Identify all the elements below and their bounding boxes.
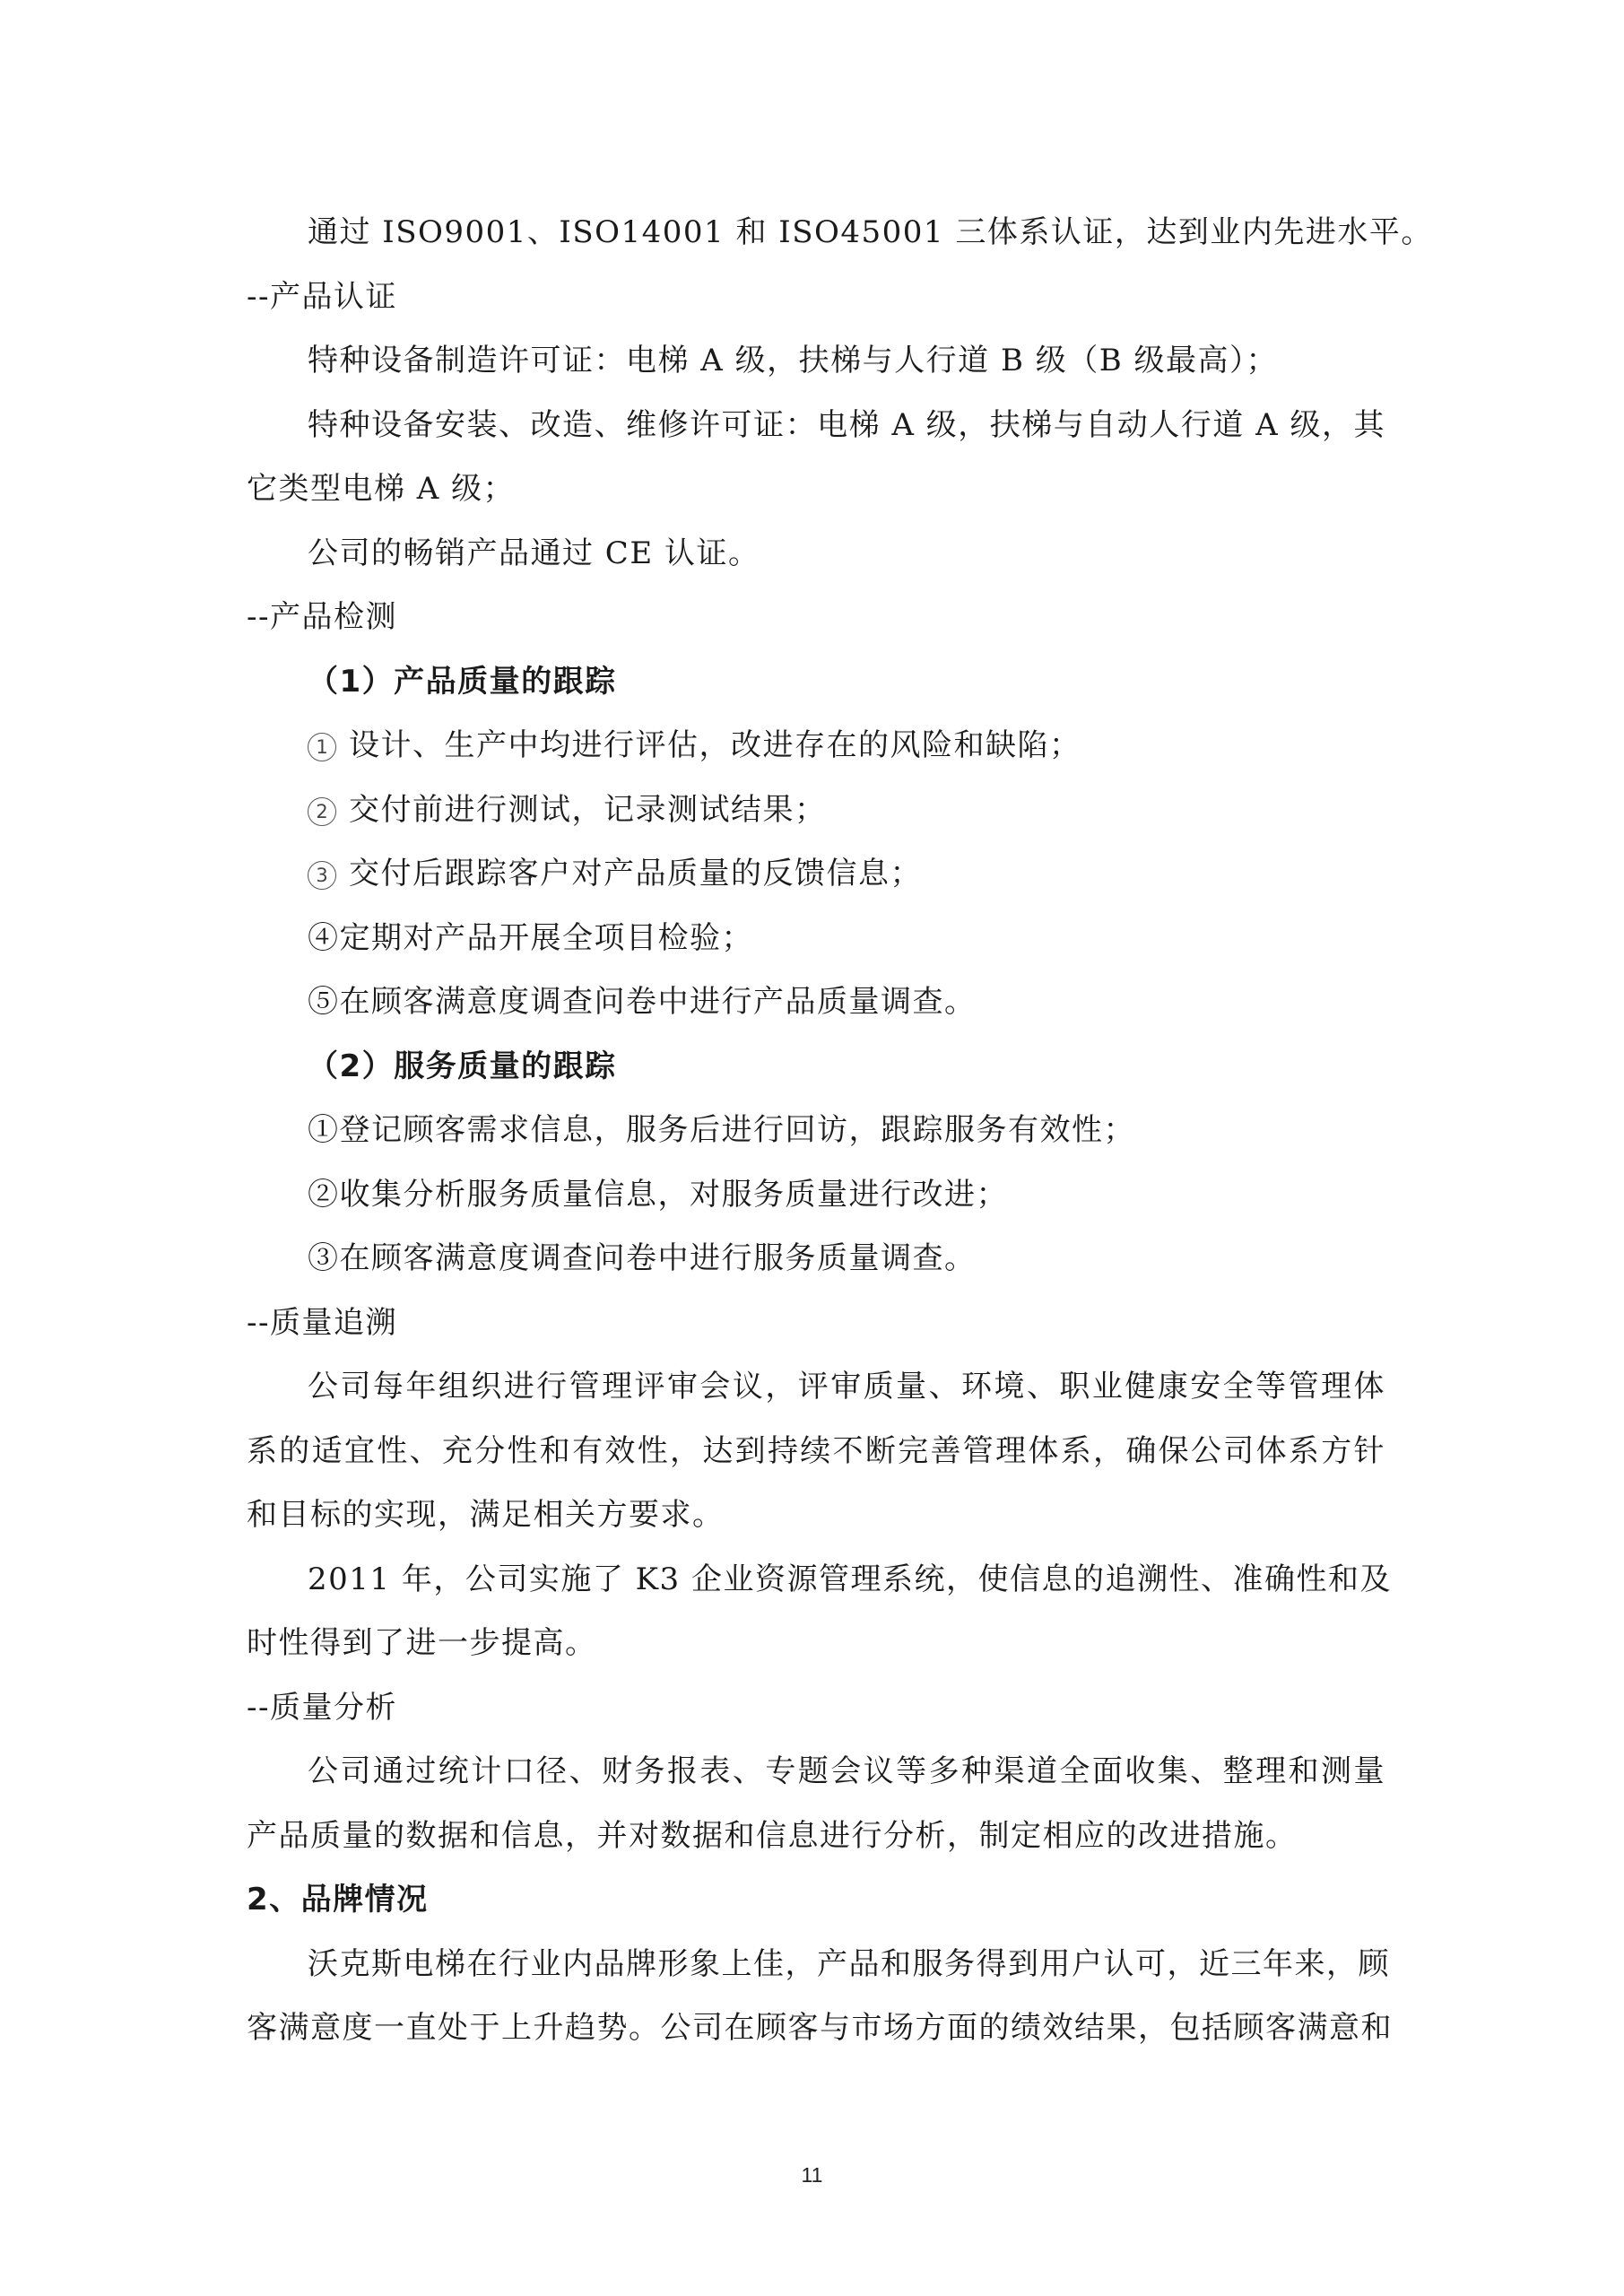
paragraph-line: 公司通过统计口径、财务报表、专题会议等多种渠道全面收集、整理和测量 <box>308 1753 1385 1789</box>
page-number: 11 <box>801 2163 823 2187</box>
paragraph-line: 特种设备安装、改造、维修许可证：电梯 A 级，扶梯与自动人行道 A 级，其 <box>308 406 1385 443</box>
circled-number-icon: 1 <box>308 733 336 761</box>
paragraph-line: 它类型电梯 A 级； <box>247 471 516 507</box>
list-item: ②收集分析服务质量信息，对服务质量进行改进； <box>308 1176 1008 1213</box>
list-item-text: 交付后跟踪客户对产品质量的反馈信息； <box>349 856 922 891</box>
paragraph-line: 系的适宜性、充分性和有效性，达到持续不断完善管理体系，确保公司体系方针 <box>247 1432 1385 1469</box>
list-item: ①登记顾客需求信息，服务后进行回访，跟踪服务有效性； <box>308 1112 1135 1148</box>
list-item-text: 设计、生产中均进行评估，改进存在的风险和缺陷； <box>349 727 1081 763</box>
paragraph-line: 特种设备制造许可证：电梯 A 级，扶梯与人行道 B 级（B 级最高）； <box>308 343 1279 378</box>
subheading-product-quality-tracking: （1）产品质量的跟踪 <box>308 663 617 700</box>
paragraph-line: 客满意度一直处于上升趋势。公司在顾客与市场方面的绩效结果，包括顾客满意和 <box>247 2010 1393 2046</box>
paragraph-line: 沃克斯电梯在行业内品牌形象上佳，产品和服务得到用户认可，近三年来，顾 <box>308 1945 1390 1982</box>
document-body <box>247 201 1433 2061</box>
list-item <box>247 714 1385 778</box>
subheading-service-quality-tracking: （2）服务质量的跟踪 <box>308 1048 617 1084</box>
list-item <box>247 778 1385 843</box>
list-item: ③在顾客满意度调查问卷中进行服务质量调查。 <box>308 1240 977 1276</box>
section-heading-brand: 2、品牌情况 <box>247 1882 429 1918</box>
section-heading-quality-traceability: --质量追溯 <box>247 1304 397 1341</box>
list-item <box>247 842 1385 907</box>
paragraph-line: 公司每年组织进行管理评审会议，评审质量、环境、职业健康安全等管理体 <box>308 1369 1385 1405</box>
paragraph-line: 2011 年，公司实施了 K3 企业资源管理系统，使信息的追溯性、准确性和及 <box>308 1561 1392 1597</box>
paragraph-line: 公司的畅销产品通过 CE 认证。 <box>308 535 760 571</box>
list-item: ⑤在顾客满意度调查问卷中进行产品质量调查。 <box>308 984 977 1020</box>
paragraph-line: 通过 ISO9001、ISO14001 和 ISO45001 三体系认证，达到业内先进水平。 <box>308 214 1433 250</box>
circled-number-icon: 2 <box>308 797 336 826</box>
paragraph-line: 产品质量的数据和信息，并对数据和信息进行分析，制定相应的改进措施。 <box>247 1817 1298 1854</box>
list-item-text: 交付前进行测试，记录测试结果； <box>349 791 827 828</box>
paragraph-line: 时性得到了进一步提高。 <box>247 1625 597 1661</box>
section-heading-quality-analysis: --质量分析 <box>247 1689 397 1726</box>
list-item: ④定期对产品开展全项目检验； <box>308 919 753 956</box>
circled-number-icon: 3 <box>308 861 336 890</box>
paragraph-line: 和目标的实现，满足相关方要求。 <box>247 1497 725 1533</box>
section-heading-product-testing: --产品检测 <box>247 599 397 635</box>
section-heading-product-certification: --产品认证 <box>247 278 397 315</box>
